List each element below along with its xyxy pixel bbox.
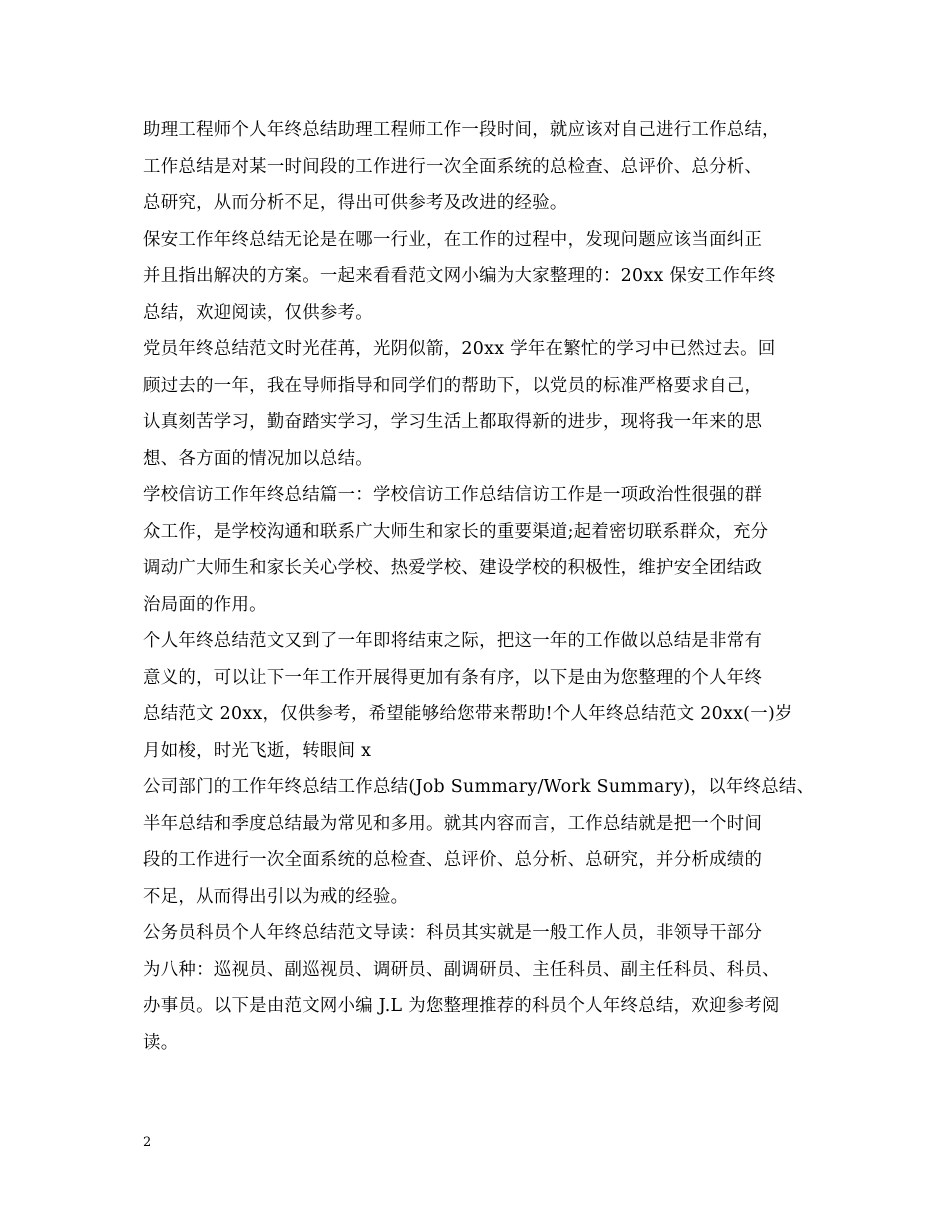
text-line: 总结范文 20xx，仅供参考，希望能够给您带来帮助!个人年终总结范文 20xx(一)岁 (143, 704, 793, 724)
paragraph-company-department-summary (143, 769, 823, 915)
text-line: 个人年终总结范文又到了一年即将结束之际，把这一年的工作做以总结是非常有 (143, 631, 763, 651)
text-line: 总结，欢迎阅读，仅供参考。 (143, 302, 373, 323)
paragraph-security-work-summary (143, 222, 823, 332)
paragraph-school-petition-summary (143, 477, 823, 623)
text-line: 顾过去的一年，我在导师指导和同学们的帮助下，以党员的标准严格要求自己， (143, 375, 763, 396)
text-line: 助理工程师个人年终总结助理工程师工作一段时间，就应该对自己进行工作总结， (143, 120, 780, 140)
paragraph-party-member-summary (143, 331, 823, 477)
text-line: 总研究，从而分析不足，得出可供参考及改进的经验。 (143, 193, 568, 213)
document-body (143, 112, 823, 1061)
text-line: 为八种：巡视员、副巡视员、调研员、副调研员、主任科员、副主任科员、科员、 (143, 959, 780, 980)
paragraph-assistant-engineer-summary (143, 112, 823, 222)
text-line: 月如梭，时光飞逝，转眼间 x (143, 740, 372, 761)
text-line: 治局面的作用。 (143, 594, 267, 615)
text-line: 公务员科员个人年终总结范文导读：科员其实就是一般工作人员，非领导干部分 (143, 923, 763, 943)
text-line: 意义的，可以让下一年工作开展得更加有条有序，以下是由为您整理的个人年终 (143, 667, 763, 688)
text-line: 众工作，是学校沟通和联系广大师生和家长的重要渠道;起着密切联系群众，充分 (143, 521, 769, 542)
text-line: 工作总结是对某一时间段的工作进行一次全面系统的总检查、总评价、总分析、 (143, 156, 763, 177)
text-line: 不足，从而得出引以为戒的经验。 (143, 886, 409, 907)
text-line: 办事员。以下是由范文网小编 J.L 为您整理推荐的科员个人年终总结，欢迎参考阅 (143, 996, 780, 1016)
text-line: 党员年终总结范文时光荏苒，光阴似箭，20xx 学年在繁忙的学习中已然过去。回 (143, 339, 776, 359)
text-line: 半年总结和季度总结最为常见和多用。就其内容而言，工作总结就是把一个时间 (143, 813, 763, 834)
page-number: 2 (143, 1135, 152, 1150)
text-line: 段的工作进行一次全面系统的总检查、总评价、总分析、总研究，并分析成绩的 (143, 850, 763, 870)
text-line: 并且指出解决的方案。一起来看看范文网小编为大家整理的：20xx 保安工作年终 (143, 266, 776, 286)
text-line: 想、各方面的情况加以总结。 (143, 448, 373, 469)
paragraph-civil-servant-summary (143, 915, 823, 1061)
text-line: 学校信访工作年终总结篇一：学校信访工作总结信访工作是一项政治性很强的群 (143, 485, 763, 505)
text-line: 读。 (143, 1032, 179, 1053)
text-line: 公司部门的工作年终总结工作总结(Job Summary/Work Summary)，以年终总结、 (143, 777, 815, 797)
paragraph-personal-year-end-summary (143, 623, 823, 769)
text-line: 保安工作年终总结无论是在哪一行业，在工作的过程中，发现问题应该当面纠正 (143, 229, 763, 250)
text-line: 调动广大师生和家长关心学校、热爱学校、建设学校的积极性，维护安全团结政 (143, 558, 763, 578)
text-line: 认真刻苦学习，勤奋踏实学习，学习生活上都取得新的进步，现将我一年来的思 (143, 412, 763, 432)
